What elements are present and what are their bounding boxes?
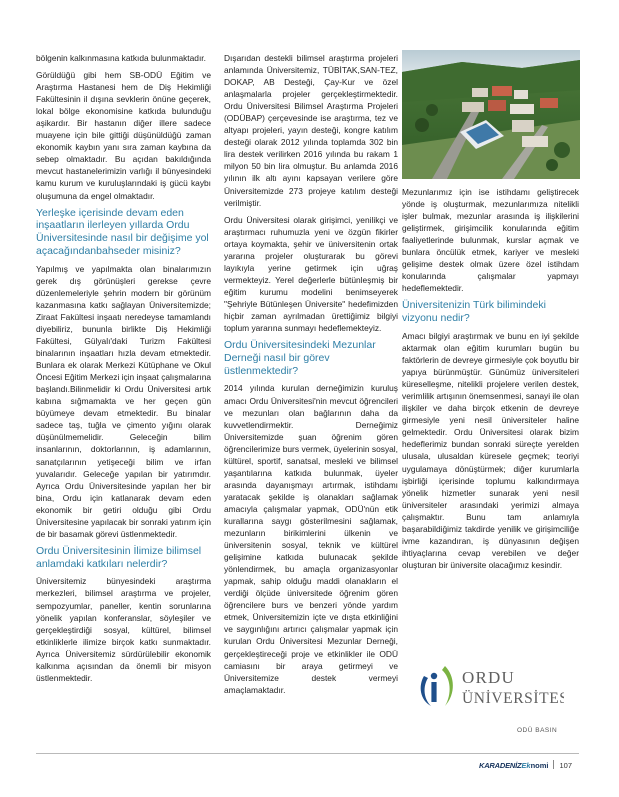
paragraph: Dışarıdan destekli bilimsel araştırma projeleri anlamında Üniversitemiz, TÜBİTAK,SAN-TEZ, DOKAP, AB Desteği, Çay-Kur ve özel anlaşmalarla projeler gerçekleştirmektedir. Ordu Üniversitesi Bilimsel Araştırma Projeleri (ODÜBAP) çerçevesinde ise araştırma, tez ve altyapı projeleri, yayın desteği, kongre katılım desteği olarak 2012 yılında toplamda 302 bin lira destek verilirken 2016 yılında bu rakam 1 milyon 50 bin lira olmuştur. Bu anlamda 2016 yılının ilk altı ayını kapsayan verilere göre Üniversitemizde 273 projeye katılım desteği verilmiştir. bbox=[224, 53, 398, 208]
campus-aerial-photo bbox=[402, 50, 580, 179]
text-column-1 bbox=[36, 52, 211, 689]
paragraph: Yapılmış ve yapılmakta olan binalarımızın gerek dış görünüşleri gerekse çevre düzenlemeleriyle şehrin modern bir görünüm kazanmasına katkı sağlayan Üniversitemizde; Ziraat Fakültesi inşaatı neredeyse tamamlandı diyebiliriz, bununla birlikte Diş Hekimliği Fakültesi, Gülyalı'daki Turizm Fakültesi binalarının inşaatları hızla devam etmektedir. Bunlara ek olarak Merkezi Kütüphane ve Okul Öncesi Eğitim Merkezi için inşaat çalışmalarına başlandı.Bilinmelidir ki Ordu Üniversitesi artık kabına sığmamakta ve her geçen gün büyümeye devam etmektedir. Bu binalar sadece taş, tuğla ve çimento yığını olarak düşünülmemelidir. Geleceğin bilim insanlarının, doktorlarının, iş adamlarının, sanatçılarının yetişeceği bilim ve irfan yuvalarıdır. Geleceğe yapılan bir yatırımdır. Ayrıca Ordu Üniversitesinde yapılan her bir bina, Ordu için katlanarak devam eden ekonomik bir getiri olduğu gibi Ordu Üniversitesine yapılacak bir sonraki yatırım için de bir basamak görevi üstlenmektedir. bbox=[36, 263, 212, 539]
magazine-name-part1: KARADENİZ bbox=[479, 761, 522, 770]
logo-line-1: ORDU bbox=[462, 668, 515, 687]
paragraph: Üniversitemiz bünyesindeki araştırma merkezleri, bilimsel araştırma ve projeler, sempozyumlar, paneller, kentin sorunlarına yönelik yapılan konferanslar, söyleşiler ve gerçekleştirdiği sosyal, kültürel, bilimsel etkinliklerle ilimize birçok katkı sunmaktadır. Ayrıca Üniversitemiz sürdürülebilir ekonomik kalkınma açısından da önemli bir misyon üstlenmektedir. bbox=[36, 576, 211, 683]
logo-mark-stem bbox=[431, 682, 436, 702]
logo-mark-left bbox=[421, 676, 431, 706]
paragraph: Görüldüğü gibi hem SB-ODÜ Eğitim ve Araştırma Hastanesi hem de Diş Hekimliği Fakültesinin il dışına sevklerin önüne geçerek, lokal bölge ekonomisine katkıda bulunduğu aşikardır. Bir hastanın diğer illere sadece muayene için bile gittiği düşünüldüğü zaman ekonomik kaybın yanı sıra zaman kaybına da sebep olmaktadır. Bu açıdan bakıldığında mevcut hastanelerimizin varlığı il bünyesindeki kamu kurum ve kuruluşlarındaki iş gücü kaybı oluşumuna da engel olmaktadır. bbox=[36, 70, 211, 201]
paragraph: Ordu Üniversitesi olarak girişimci, yenilikçi ve araştırmacı ruhumuzla yeni ve özgün fikirler ortaya koymakta, şehir ve üniversitenin ortak yararına projeler oluşturarak bu görevi layıkıyla yerine getirmek için uğraş vermekteyiz. Yerel değerlerle bütünleşmiş bir eğitim kurumu modelini benimseyerek "Şehriyle Bütünleşen Üniversite" hedefimizden hiçbir zaman ayrılmadan ürettiğimiz bilgiyi toplum yararına sunmayı hedeflemekteyiz. bbox=[224, 214, 398, 334]
logo-line-2: ÜNİVERSİTESİ bbox=[462, 690, 564, 707]
logo-mark-right bbox=[442, 666, 453, 706]
question-heading: Üniversitenizin Türk bilimindeki vizyonu nedir? bbox=[402, 299, 546, 325]
text-column-2 bbox=[224, 52, 398, 701]
paragraph: 2014 yılında kurulan derneğimizin kuruluş amacı Ordu Üniversitesi'nin mevcut öğrencileri ve mezunları olan bağlarının daha da kuvvetlendirmektir. Derneğimiz Üniversitemizde şuan öğrenim gören öğrencilerimize burs vermek, üyelerinin sosyal, kültürel, sportif, sanatsal, mesleki ve bilimsel yaşantılarına katkıda bulunmak, üyeler arasında dayanışmayı artırmak, istihdamı yaratacak şekilde iş olanakları sağlamak amacıyla çalışmalar yapmak, ODÜ'nün etik kurallarına saygı gösterilmesini sağlamak, mezunların birikimlerini ülkenin ve üniversitenin sosyal, teknik ve kültürel gelişimine katkıda bulunacak şekilde yönlendirmek, bu amaçla organizasyonlar yapmak, sahip olduğu maddi olanakların el verdiği ölçüde üniversitede öğrenim gören öğrencilere burs ve benzeri yönde yardım etmek, Üniversitemizin içte ve dışta etkinliğini ve saygınlığını artırıcı çalışmalar yapmak için kurulan Ordu Üniversitesi Mezunlar Derneği, gerçekleştireceği proje ve etkinlikler ile ODÜ camiasını bir araya getirmeyi ve Üniversitemize destek vermeyi amaçlamaktadır. bbox=[224, 383, 398, 695]
photo-credit: ODÜ BASIN bbox=[517, 727, 558, 734]
footer-separator bbox=[553, 760, 554, 769]
page-footer bbox=[479, 760, 579, 772]
question-heading: Ordu Üniversitesindeki Mezunlar Derneği nasıl bir görev üstlenmektedir? bbox=[224, 339, 376, 377]
footer-rule bbox=[36, 753, 579, 754]
magazine-name-part3: nomi bbox=[530, 761, 549, 770]
text-column-3 bbox=[402, 186, 579, 576]
question-heading: Ordu Üniversitesinin İlimize bilimsel anlamdaki katkıları nelerdir? bbox=[36, 544, 202, 570]
university-logo bbox=[414, 654, 564, 714]
logo-mark-dot bbox=[431, 673, 437, 679]
page-number: 107 bbox=[559, 761, 572, 770]
paragraph: bölgenin kalkınmasına katkıda bulunmaktadır. bbox=[36, 53, 206, 63]
magazine-name-part2: Ek bbox=[521, 761, 531, 770]
question-heading: Yerleşke içerisinde devam eden inşaatların ilerleyen yıllarda Ordu Üniversitesinde nasıl bir değişime yol açacağındanbahseder misiniz? bbox=[36, 206, 209, 257]
paragraph: Amacı bilgiyi araştırmak ve bunu en iyi şekilde aktarmak olan eğitim kurumları bugün bu faktörlerin de devreye girmesiyle çok boyutlu bir yapıya bürünmüştür. Günümüz üniversiteleri küreselleşme, nitelikli projelere verilen destek, verimlilik artışının önemsenmesi, sanayi ile olan ilişkiler ve daha birçok etkenin de devreye girmesiyle yeni nesil üniversiteler haline gelmektedir. Ordu Üniversitesi olarak bizim hedeflerimiz bundan sonraki süreçte yerelden ulusala, ulusaldan küresele geçmek; teoriyi uygulamaya dönüştürmek; diğer kurumlarla işbirliği içerisinde toplumu kalkındırmaya yönelik hizmetler sunarak yeni nesil üniversiteler arasındaki yerimizi almaya çalışmaktır. Bunu tam anlamıyla başarabildiğimiz takdirde yenilik ve girişimciliğe ivme kazandıran, iş dünyasının değişen ihtiyaçlarına cevap verebilen ve değer oluşturan bir üniversite olacağımız kesindir. bbox=[402, 331, 579, 570]
paragraph: Mezunlarımız için ise istihdamı geliştirecek yönde iş oluşturmak, mezunlarımıza nitelikli işler bulmak, mezunlar arasında iş ilişkilerini geliştirmek, girişimcilik konularında eğitim faaliyetlerinde bulunmak, kurslar açmak ve bunlara öncülük etmek, kariyer ve mesleki gelişime destek olmak üzere özel istihdam konularında çalışmalar yapmayı hedeflemektedir. bbox=[402, 187, 579, 294]
